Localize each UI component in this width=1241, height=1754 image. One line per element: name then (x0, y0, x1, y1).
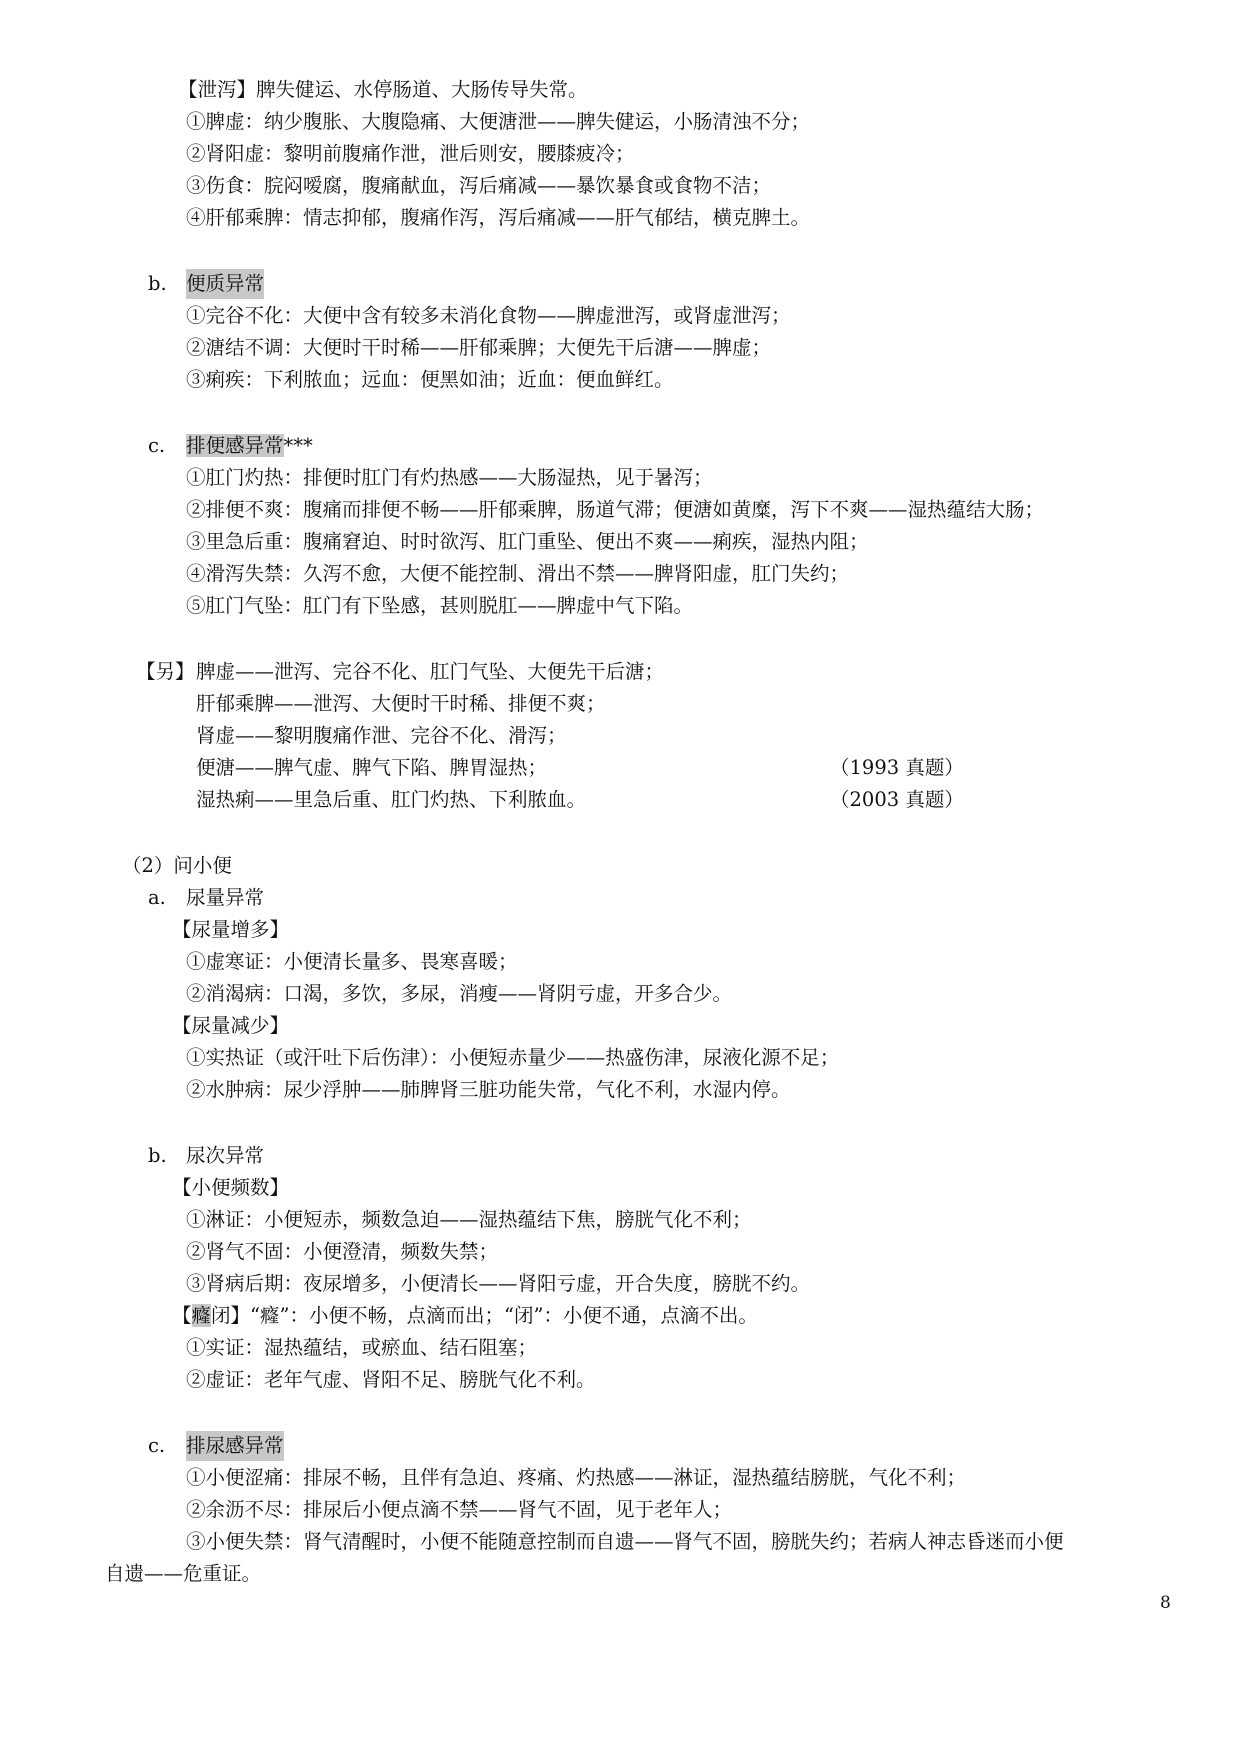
urination-letter: c. (148, 1434, 166, 1457)
volume-increase-item: ②消渴病：口渴，多饮，多尿，消瘦——肾阴亏虚，开多合少。 (186, 982, 733, 1005)
defecation-item: ④滑泻失禁：久泻不愈，大便不能控制、滑出不禁——脾肾阳虚，肛门失约； (186, 562, 850, 585)
frequency-frequent-item: ③肾病后期：夜尿增多，小便清长——肾阳亏虚，开合失度，膀胱不约。 (186, 1272, 811, 1295)
diarrhea-title: 泄泻 (197, 78, 237, 101)
defecation-title: 排便感异常 (186, 434, 284, 457)
retention-item: ①实证：湿热蕴结，或瘀血、结石阻塞； (186, 1336, 538, 1359)
retention-title: 癃 (191, 1304, 212, 1327)
defecation-item: ①肛门灼热：排便时肛门有灼热感——大肠湿热，见于暑泻； (186, 466, 713, 489)
diarrhea-item: ③伤食：脘闷嗳腐，腹痛献血，泻后痛减——暴饮暴食或食物不洁； (186, 174, 772, 197)
other-line: 脾虚——泄泻、完谷不化、肛门气坠、大便先干后溏； (196, 660, 665, 683)
stool-quality-item: ③痢疾：下利脓血；远血：便黑如油；近血：便血鲜红。 (186, 368, 674, 391)
frequency-letter: b. (148, 1144, 167, 1167)
defecation-item: ②排便不爽：腹痛而排便不畅——肝郁乘脾，肠道气滞；便溏如黄糜，泻下不爽——湿热蕴结大肠； (186, 498, 1045, 521)
other-line: 肾虚——黎明腹痛作泄、完谷不化、滑泻； (196, 724, 567, 747)
defecation-item: ⑤肛门气坠：肛门有下坠感，甚则脱肛——脾虚中气下陷。 (186, 594, 694, 617)
volume-increase-item: ①虚寒证：小便清长量多、畏寒喜暖； (186, 950, 518, 973)
volume-increase-title: 【尿量增多】 (172, 918, 290, 941)
defecation-letter: c. (148, 434, 166, 457)
volume-letter: a. (148, 886, 166, 909)
frequency-frequent-item: ①淋证：小便短赤，频数急迫——湿热蕴结下焦，膀胱气化不利； (186, 1208, 752, 1231)
diarrhea-item: ②肾阳虚：黎明前腹痛作泄，泄后则安，腰膝疲冷； (186, 142, 635, 165)
diarrhea-item: ①脾虚：纳少腹胀、大腹隐痛、大便溏泄——脾失健运，小肠清浊不分； (186, 110, 811, 133)
defecation-item: ③里急后重：腹痛窘迫、时时欲泻、肛门重坠、便出不爽——痢疾，湿热内阻； (186, 530, 869, 553)
frequency-frequent-item: ②肾气不固：小便澄清，频数失禁； (186, 1240, 499, 1263)
retention-heading: 【癃闭】“癃”：小便不畅，点滴而出；“闭”：小便不通，点滴不出。 (172, 1304, 758, 1327)
defecation-stars: *** (283, 434, 313, 457)
retention-item: ②虚证：老年气虚、肾阳不足、膀胱气化不利。 (186, 1368, 596, 1391)
frequency-frequent-title: 【小便频数】 (172, 1176, 290, 1199)
diarrhea-item: ④肝郁乘脾：情志抑郁，腹痛作泻，泻后痛减——肝气郁结，横克脾土。 (186, 206, 811, 229)
other-line: 湿热痢——里急后重、肛门灼热、下利脓血。 (196, 788, 587, 811)
other-line: 便溏——脾气虚、脾气下陷、脾胃湿热； (196, 756, 548, 779)
urination-item: ②余沥不尽：排尿后小便点滴不禁——肾气不固，见于老年人； (186, 1498, 733, 1521)
stool-quality-item: ②溏结不调：大便时干时稀——肝郁乘脾；大便先干后溏——脾虚； (186, 336, 772, 359)
defecation-heading (186, 431, 313, 461)
stool-quality-item: ①完谷不化：大便中含有较多未消化食物——脾虚泄泻，或肾虚泄泻； (186, 304, 791, 327)
stool-quality-title: 便质异常 (186, 269, 264, 299)
frequency-title: 尿次异常 (186, 1144, 265, 1167)
urination-title: 排尿感异常 (186, 1431, 284, 1461)
diarrhea-heading: 【泄泻】脾失健运、水停肠道、大肠传导失常。 (178, 78, 588, 101)
retention-desc: “癃”：小便不畅，点滴而出；“闭”：小便不通，点滴不出。 (250, 1304, 758, 1327)
page-number: 8 (1160, 1593, 1171, 1613)
volume-title: 尿量异常 (186, 886, 265, 909)
volume-decrease-title: 【尿量减少】 (172, 1014, 290, 1037)
diarrhea-desc: 脾失健运、水停肠道、大肠传导失常。 (256, 78, 588, 101)
urination-item-continued: 自遗——危重证。 (105, 1562, 262, 1585)
urination-item: ①小便涩痛：排尿不畅，且伴有急迫、疼痛、灼热感——淋证，湿热蕴结膀胱，气化不利； (186, 1466, 967, 1489)
stool-quality-letter: b. (148, 272, 167, 295)
urination-item: ③小便失禁：肾气清醒时，小便不能随意控制而自遗——肾气不固，膀胱失约；若病人神志昏迷而小便 (186, 1530, 1064, 1553)
urine-section-title: （2）问小便 (122, 854, 232, 877)
other-line: 肝郁乘脾——泄泻、大便时干时稀、排便不爽； (196, 692, 606, 715)
other-line-ref: （2003 真题） (830, 788, 964, 811)
volume-decrease-item: ①实热证（或汗吐下后伤津）：小便短赤量少——热盛伤津，尿液化源不足； (186, 1046, 840, 1069)
other-label: 【另】 (136, 660, 195, 683)
other-line-ref: （1993 真题） (830, 756, 964, 779)
volume-decrease-item: ②水肿病：尿少浮肿——肺脾肾三脏功能失常，气化不利，水湿内停。 (186, 1078, 791, 1101)
